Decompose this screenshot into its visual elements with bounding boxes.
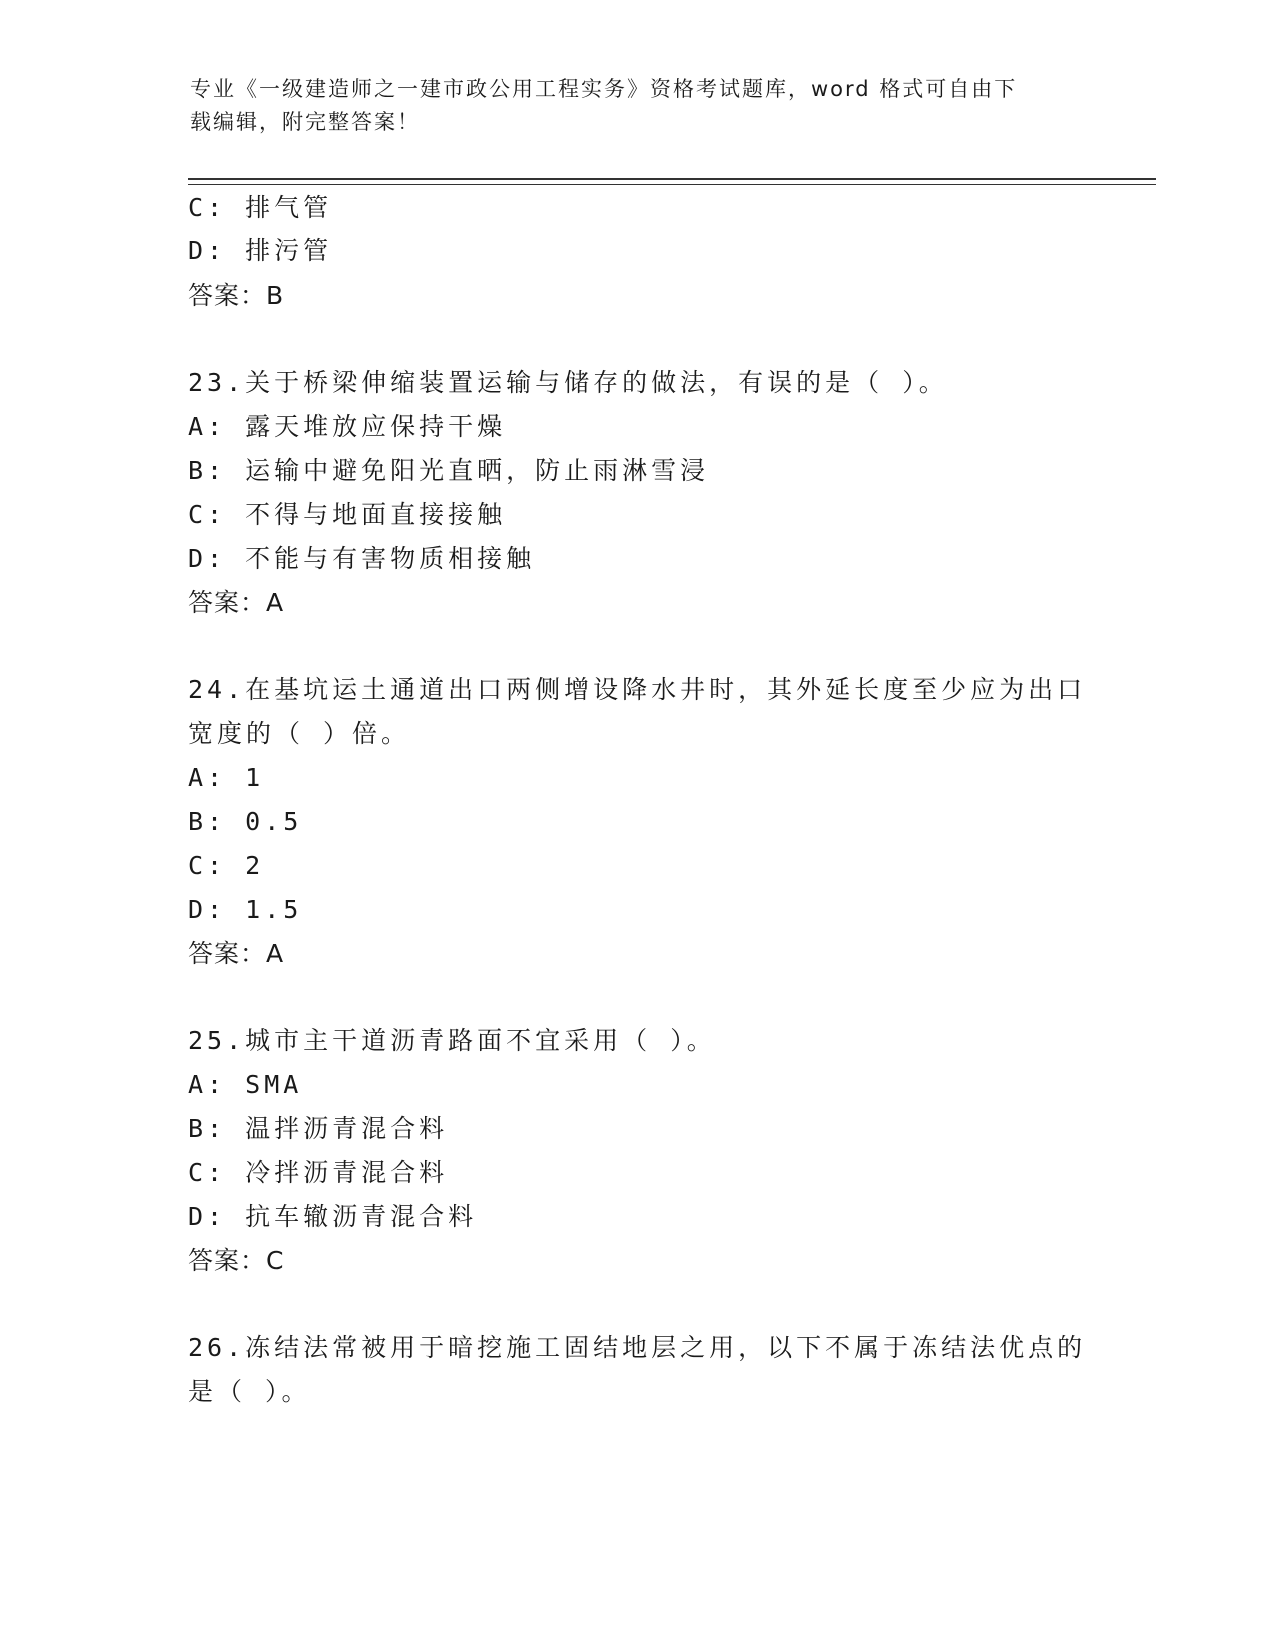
option-c: C: 排气管 xyxy=(188,193,333,222)
question-25-option-c: C: 冷拌沥青混合料 xyxy=(188,1158,449,1187)
header-divider xyxy=(188,178,1156,180)
header-divider-thin xyxy=(188,184,1156,185)
answer-line: 答案：B xyxy=(188,281,285,310)
question-24-option-a: A: 1 xyxy=(188,763,265,792)
option-d: D: 排污管 xyxy=(188,236,333,265)
question-25-option-b: B: 温拌沥青混合料 xyxy=(188,1114,449,1143)
question-24-option-b: B: 0.5 xyxy=(188,807,303,836)
question-24-stem-line-1: 24.在基坑运土通道出口两侧增设降水井时，其外延长度至少应为出口 xyxy=(188,675,1087,704)
question-26-stem-line-2: 是（ ）。 xyxy=(188,1377,311,1406)
question-24-answer: 答案：A xyxy=(188,939,285,968)
question-23-option-d: D: 不能与有害物质相接触 xyxy=(188,544,536,573)
question-23-stem: 23.关于桥梁伸缩装置运输与储存的做法，有误的是（ ）。 xyxy=(188,368,948,397)
question-26-stem-line-1: 26.冻结法常被用于暗挖施工固结地层之用，以下不属于冻结法优点的 xyxy=(188,1333,1087,1362)
question-23-option-c: C: 不得与地面直接接触 xyxy=(188,500,507,529)
question-24-option-d: D: 1.5 xyxy=(188,895,303,924)
question-25-answer: 答案：C xyxy=(188,1246,285,1275)
question-23-answer: 答案：A xyxy=(188,588,285,617)
question-25-option-d: D: 抗车辙沥青混合料 xyxy=(188,1202,478,1231)
document-header xyxy=(190,73,1070,139)
question-25-stem: 25.城市主干道沥青路面不宜采用（ ）。 xyxy=(188,1026,716,1055)
question-23-option-b: B: 运输中避免阳光直晒，防止雨淋雪浸 xyxy=(188,456,710,485)
question-23-option-a: A: 露天堆放应保持干燥 xyxy=(188,412,507,441)
header-line-1: 专业《一级建造师之一建市政公用工程实务》资格考试题库，word 格式可自由下 xyxy=(190,77,1018,101)
question-25-option-a: A: SMA xyxy=(188,1070,303,1099)
question-24-stem-line-2: 宽度的（ ）倍。 xyxy=(188,719,411,748)
question-24-option-c: C: 2 xyxy=(188,851,265,880)
header-line-2: 载编辑，附完整答案！ xyxy=(190,110,420,134)
